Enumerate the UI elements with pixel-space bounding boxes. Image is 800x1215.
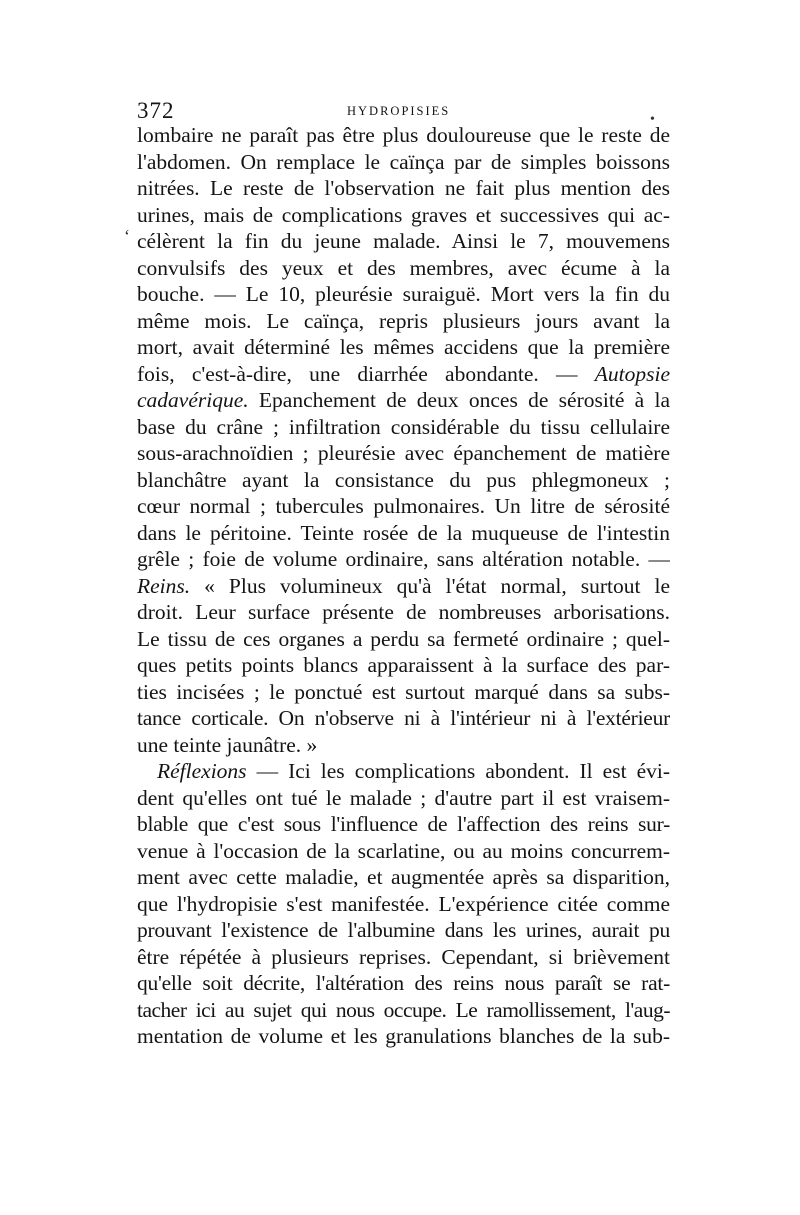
italic-term-cadaverique: cadavérique. [137,388,249,412]
text-line: même mois. Le caïnça, repris plusieurs jours avant la [137,308,670,333]
margin-tick: ‘ [124,226,130,246]
text-segment: « Plus volumineux qu'à l'état normal, surtout le [190,573,670,598]
text-line: venue à l'occasion de la scarlatine, ou au moins concurrem- [137,838,670,863]
text-line: être répétée à plusieurs reprises. Cependant, si brièvement [137,944,670,969]
text-line: cœur normal ; tubercules pulmonaires. Un litre de sérosité [137,494,670,518]
page-number: 372 [137,98,175,123]
text-line: mort, avait déterminé les mêmes accidens que la première [137,335,670,359]
text-line: prouvant l'existence de l'albumine dans les urines, aurait pu [137,918,670,942]
text-line: l'abdomen. On remplace le caïnça par de simples boissons [137,149,670,174]
text-line: grêle ; foie de volume ordinaire, sans altération notable. — [137,547,670,571]
text-line: tance corticale. On n'observe ni à l'intérieur ni à l'extérieur [137,706,670,730]
italic-term-autopsie: Autopsie [594,361,670,386]
running-title: HYDROPISIES [347,104,451,118]
text-line: dent qu'elles ont tué le malade ; d'autre part il est vraisem- [137,785,670,810]
text-line: convulsifs des yeux et des membres, avec écume à la [137,255,670,280]
text-line [137,573,670,600]
text-line: blanchâtre ayant la consistance du pus phlegmoneux ; [137,467,670,492]
margin-dot: • [650,112,655,127]
text-line: tacher ici au sujet qui nous occupe. Le ramollissement, l'aug- [137,997,670,1022]
text-line: Le tissu de ces organes a perdu sa fermeté ordinaire ; quel- [137,626,670,651]
text-line [137,758,670,785]
text-line: urines, mais de complications graves et successives qui ac- [137,202,670,227]
body-text [137,122,670,1050]
text-line: ques petits points blancs apparaissent à la surface des par- [137,653,670,677]
text-line: bouche. — Le 10, pleurésie suraiguë. Mort vers la fin du [137,282,670,306]
text-segment: fois, c'est-à-dire, une diarrhée abondante. — [137,361,578,386]
text-line: ment avec cette maladie, et augmentée après sa disparition, [137,865,670,889]
text-line: droit. Leur surface présente de nombreuses arborisations. [137,600,670,624]
italic-term-reins: Reins. [137,573,191,598]
text-line: sous-arachnoïdien ; pleurésie avec épanchement de matière [137,441,670,465]
text-line: nitrées. Le reste de l'observation ne fait plus mention des [137,176,670,200]
text-line: blable que c'est sous l'influence de l'affection des reins sur- [137,812,670,836]
text-segment: — Ici les complications abondent. Il est évi- [246,759,670,783]
text-line: qu'elle soit décrite, l'altération des reins nous paraît se rat- [137,971,670,995]
text-line: lombaire ne paraît pas être plus douloureuse que le reste de [137,123,670,147]
text-line: base du crâne ; infiltration considérable du tissu cellulaire [137,414,670,439]
text-line [137,387,670,414]
text-line: ties incisées ; le ponctué est surtout marqué dans sa subs- [137,679,670,704]
italic-term-reflexions: Réflexions [157,759,247,783]
text-line: mentation de volume et les granulations blanches de la sub- [137,1024,670,1048]
text-line [137,361,670,388]
text-line: une teinte jaunâtre. » [137,732,318,757]
text-segment: Epanchement de deux onces de sérosité à la [248,388,670,412]
text-line: dans le péritoine. Teinte rosée de la muqueuse de l'intestin [137,520,670,545]
text-line: que l'hydropisie s'est manifestée. L'expérience citée comme [137,891,670,916]
text-line: célèrent la fin du jeune malade. Ainsi le 7, mouvemens [137,229,670,253]
